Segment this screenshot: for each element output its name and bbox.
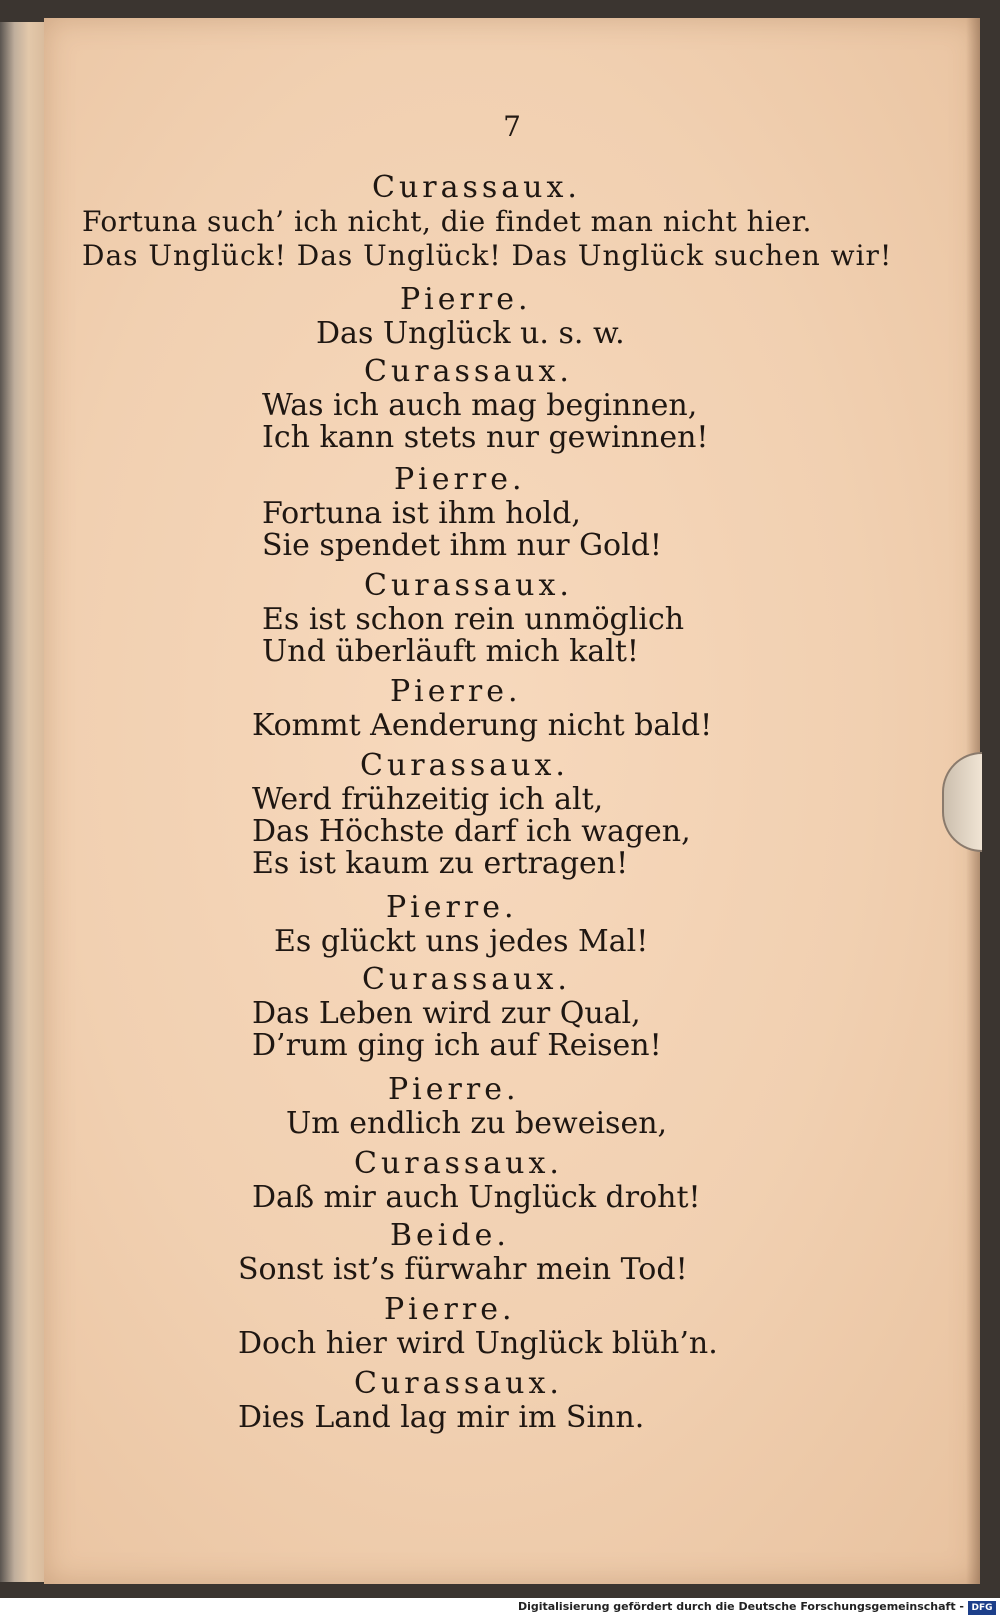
verse-line: Dies Land lag mir im Sinn. (238, 1400, 645, 1435)
verse-line: D’rum ging ich auf Reisen! (252, 1028, 662, 1063)
book-page (44, 18, 980, 1584)
verse-line: Es ist kaum zu ertragen! (252, 846, 629, 881)
verse-line: Um endlich zu beweisen, (286, 1106, 668, 1141)
page-number: 7 (503, 110, 521, 143)
verse-line: Es ist schon rein unmöglich (262, 602, 685, 637)
speaker-name: Pierre. (388, 1072, 520, 1107)
speaker-name: Curassaux. (364, 354, 573, 389)
verse-line: Kommt Aenderung nicht bald! (252, 708, 713, 743)
speaker-name: Pierre. (386, 890, 518, 925)
speaker-name: Curassaux. (360, 748, 569, 783)
speaker-name: Pierre. (394, 462, 526, 497)
verse-line: Das Unglück u. s. w. (316, 316, 625, 351)
footer-credit: Digitalisierung gefördert durch die Deutsche Forschungsgemeinschaft - (517, 1600, 964, 1613)
verse-line: Sie spendet ihm nur Gold! (262, 528, 662, 563)
speaker-name: Curassaux. (354, 1146, 563, 1181)
speaker-name: Pierre. (390, 674, 522, 709)
verse-line: Das Leben wird zur Qual, (252, 996, 641, 1031)
verse-line: Sonst ist’s fürwahr mein Tod! (238, 1252, 688, 1287)
speaker-name: Curassaux. (362, 962, 571, 997)
verse-line: Fortuna ist ihm hold, (262, 496, 581, 531)
speaker-name: Curassaux. (372, 170, 581, 205)
verse-line: Ich kann stets nur gewinnen! (262, 420, 709, 455)
digitization-footer (0, 1598, 1000, 1619)
verse-line: Das Höchste darf ich wagen, (252, 814, 691, 849)
speaker-name: Pierre. (400, 282, 532, 317)
verse-line: Es glückt uns jedes Mal! (274, 924, 649, 959)
verse-line: Werd frühzeitig ich alt, (252, 782, 604, 817)
speaker-name: Curassaux. (354, 1366, 563, 1401)
speaker-name: Beide. (390, 1218, 510, 1253)
verse-line: Was ich auch mag beginnen, (262, 388, 698, 423)
verse-line: Doch hier wird Unglück blüh’n. (238, 1326, 718, 1361)
speaker-name: Pierre. (384, 1292, 516, 1327)
verse-line: Das Unglück! Das Unglück! Das Unglück suchen wir! (82, 239, 893, 272)
verse-line: Daß mir auch Unglück droht! (252, 1180, 701, 1215)
verse-line: Fortuna such’ ich nicht, die findet man nicht hier. (82, 205, 812, 238)
book-spine-edge (0, 22, 50, 1582)
dfg-logo-icon: DFG (968, 1601, 996, 1615)
speaker-name: Curassaux. (364, 568, 573, 603)
verse-line: Und überläuft mich kalt! (262, 634, 639, 669)
